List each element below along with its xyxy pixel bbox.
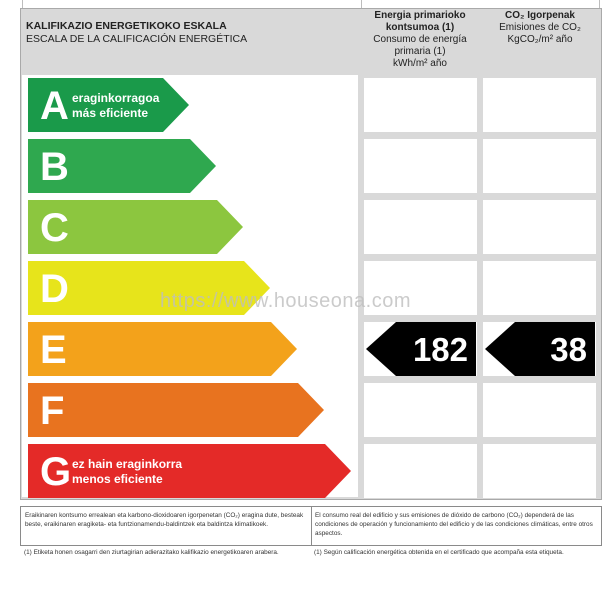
title-basque: KALIFIKAZIO ENERGETIKOKO ESKALA — [26, 20, 227, 32]
footer-box — [20, 506, 602, 546]
grade-letter-a: A — [40, 84, 69, 128]
grade-label-bottom: menos eficiente — [72, 472, 163, 486]
grade-letter-g: G — [40, 450, 72, 494]
emissions-value: 38 — [550, 331, 587, 368]
emissions-subtitle: Emisiones de CO₂ — [499, 22, 581, 33]
consumption-unit: kWh/m² año — [393, 58, 447, 69]
footnote-spanish: (1) Según calificación energética obtenida en el certificado que acompaña esta etiqueta. — [314, 549, 564, 556]
emissions-title: CO₂ Igorpenak — [504, 10, 575, 21]
watermark: https://www.houseona.com — [160, 290, 412, 312]
grade-letter-d: D — [40, 267, 69, 311]
emissions-unit: KgCO₂/m² año — [507, 34, 573, 45]
grade-letter-c: C — [40, 206, 69, 250]
grade-arrow-f — [28, 383, 324, 437]
footer-text-spanish: El consumo real del edificio y sus emisiones de dióxido de carbono (CO₂) dependerá de las condiciones de operación y funcionamiento del edificio y de las condiciones climáticas, entre otros aspectos. — [315, 512, 593, 537]
grade-letter-f: F — [40, 389, 65, 433]
grade-letter-e: E — [40, 328, 67, 372]
grade-letter-b: B — [40, 145, 69, 189]
title-spanish: ESCALA DE LA CALIFICACIÓN ENERGÉTICA — [26, 33, 248, 45]
consumption-value: 182 — [412, 331, 468, 368]
grade-arrow-e — [28, 322, 297, 376]
footer-text-basque: Eraikinaren kontsumo errealean eta karbono-dioxidoaren igorpenetan (CO₂) eragina dute, besteak beste, eraikinaren eragiketa- eta funtzionamendu-baldintzek eta baldintza klimatikoek. — [25, 512, 304, 528]
consumption-title: Energia primarioko kontsumoa (1) — [374, 10, 466, 33]
footnote-basque: (1) Etiketa honen osagarri den ziurtagirian adierazitako kalifikazio energetikoaren arabera. — [24, 549, 279, 556]
grade-label-top: ez hain eraginkorra — [72, 457, 183, 471]
grade-arrow-g — [28, 444, 351, 498]
grade-label-bottom: más eficiente — [72, 106, 149, 120]
consumption-subtitle: Consumo de energía primaria (1) — [373, 34, 467, 57]
grade-label-top: eraginkorragoa — [72, 91, 160, 105]
